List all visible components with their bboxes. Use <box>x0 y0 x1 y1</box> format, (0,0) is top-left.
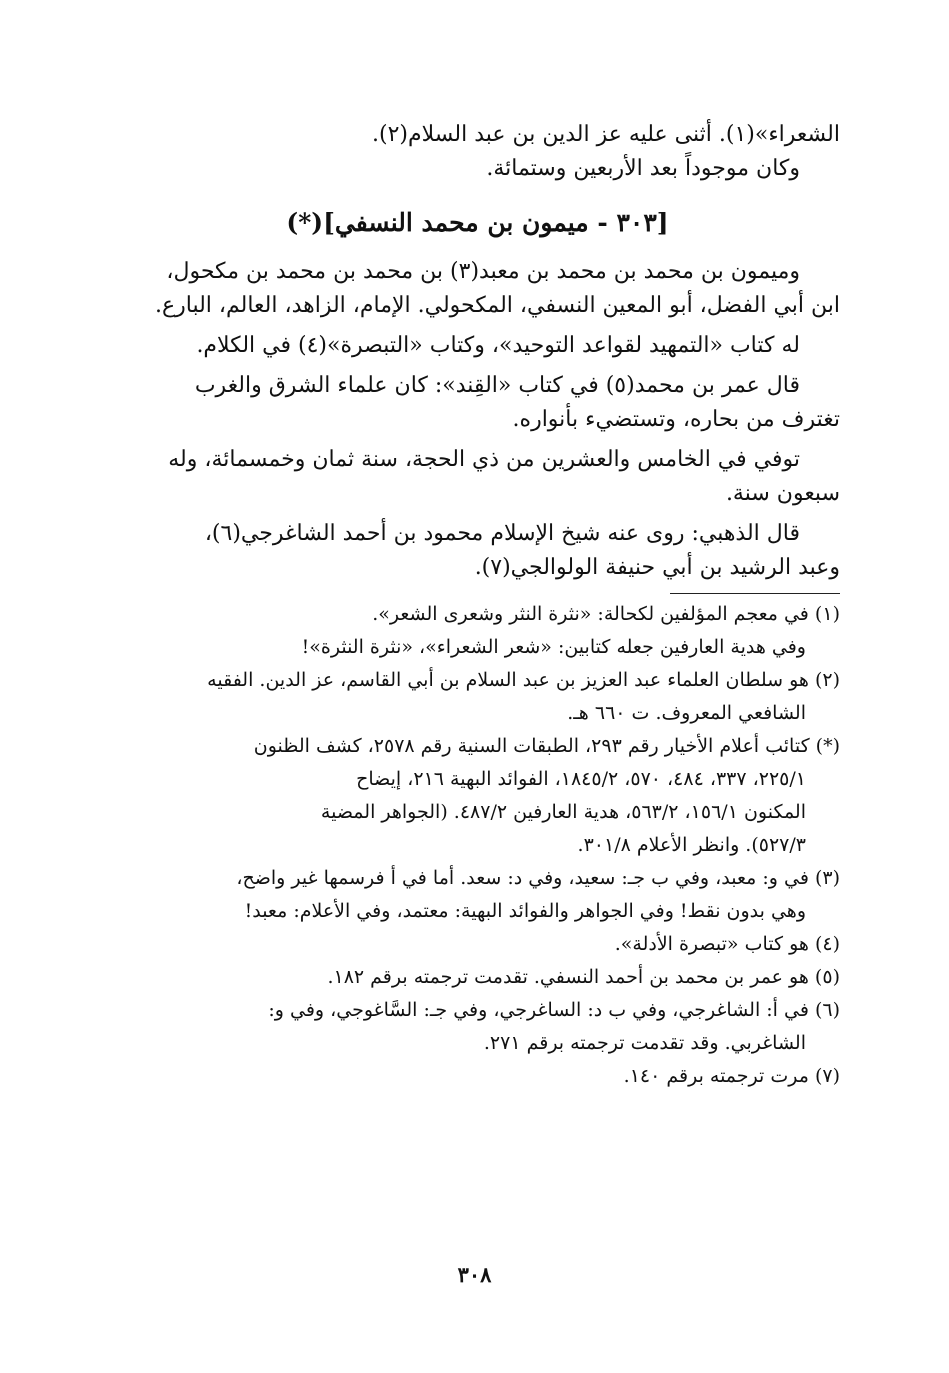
paragraph <box>115 329 840 363</box>
intro-line: الشعراء»(١). أثنى عليه عز الدين بن عبد السلام(٢). <box>372 122 840 147</box>
footnote-line: (٣) في و: معبد، وفي ب جـ: سعيد، وفي د: سعد. أما في أ فرسمها غير واضح، <box>236 867 840 889</box>
text-line: ابن أبي الفضل، أبو المعين النسفي، المكحولي. الإمام، الزاهد، العالم، البارع. <box>155 293 840 318</box>
footnote-line: ٥٢٧/٣). وانظر الأعلام ٣٠١/٨. <box>577 834 806 856</box>
entry-body <box>115 255 840 585</box>
footnote-line: المكنون ١٥٦/١، ٥٦٣/٢، هدية العارفين ٤٨٧/٢. (الجواهر المضية <box>320 801 806 823</box>
entry-title: [٣٠٣ - ميمون بن محمد النسفي](*) <box>286 208 669 237</box>
footnote-separator <box>670 593 840 594</box>
footnote-line: (١) في معجم المؤلفين لكحالة: «نثرة النثر وشعرى الشعر». <box>372 603 840 625</box>
text-line: قال عمر بن محمد(٥) في كتاب «القِند»: كان علماء الشرق والغرب <box>194 373 800 398</box>
page-number: ٣٠٨ <box>457 1262 492 1287</box>
text-line: توفي في الخامس والعشرين من ذي الحجة، سنة ثمان وخمسمائة، وله <box>168 447 800 472</box>
footnote-line: وهي بدون نقط! وفي الجواهر والفوائد البهية: معتمد، وفي الأعلام: معبد! <box>244 900 806 922</box>
footnotes <box>115 598 840 1093</box>
paragraph <box>115 369 840 437</box>
footnote-line: (*) كتائب أعلام الأخيار رقم ٢٩٣، الطبقات السنية رقم ٢٥٧٨، كشف الظنون <box>253 735 840 757</box>
footnote <box>115 961 840 994</box>
footnote-line: (٧) مرت ترجمته برقم ١٤٠. <box>623 1065 840 1087</box>
footnote-line: (٢) هو سلطان العلماء عبد العزيز بن عبد السلام بن أبي القاسم، عز الدين. الفقيه <box>207 669 840 691</box>
footnote <box>115 862 840 928</box>
footnote <box>115 730 840 862</box>
intro-line: وكان موجوداً بعد الأربعين وستمائة. <box>486 156 800 181</box>
footnote-line: ٢٢٥/١، ٣٣٧، ٤٨٤، ٥٧٠، ١٨٤٥/٢، الفوائد البهية ٢١٦، إيضاح <box>356 768 806 790</box>
text-line: قال الذهبي: روى عنه شيخ الإسلام محمود بن أحمد الشاغرجي(٦)، <box>204 521 800 546</box>
text-line: تغترف من بحاره، وتستضيء بأنواره. <box>512 407 840 432</box>
footnote-line: الشاغربي. وقد تقدمت ترجمته برقم ٢٧١. <box>483 1032 806 1054</box>
footnote <box>115 994 840 1060</box>
footnote-line: وفي هدية العارفين جعله كتابين: «شعر الشعراء»، «نثرة النثرة»! <box>301 636 806 658</box>
text-line: وعبد الرشيد بن أبي حنيفة الولوالجي(٧). <box>474 555 840 580</box>
page-content <box>115 118 840 1298</box>
footnote-line: (٥) هو عمر بن محمد بن أحمد النسفي. تقدمت ترجمته برقم ١٨٢. <box>327 966 840 988</box>
footnote-line: (٦) في أ: الشاغرجي، وفي ب د: الساغرجي، وفي جـ: السَّاغوجي، وفي و: <box>268 999 840 1021</box>
footnote <box>115 598 840 631</box>
paragraph <box>115 255 840 323</box>
footnote <box>115 664 840 730</box>
paragraph <box>115 517 840 585</box>
text-line: له كتاب «التمهيد لقواعد التوحيد»، وكتاب «التبصرة»(٤) في الكلام. <box>196 333 800 358</box>
footnote-line: الشافعي المعروف. ت ٦٦٠ هـ. <box>567 702 806 724</box>
intro-block <box>115 118 840 186</box>
paragraph <box>115 443 840 511</box>
text-line: وميمون بن محمد بن محمد بن معبد(٣) بن محمد بن محمد بن مكحول، <box>166 259 800 284</box>
footnote <box>115 631 840 664</box>
footnote <box>115 1060 840 1093</box>
footnote-line: (٤) هو كتاب «تبصرة الأدلة». <box>614 933 840 955</box>
text-line: سبعون سنة. <box>725 481 840 506</box>
footnote <box>115 928 840 961</box>
